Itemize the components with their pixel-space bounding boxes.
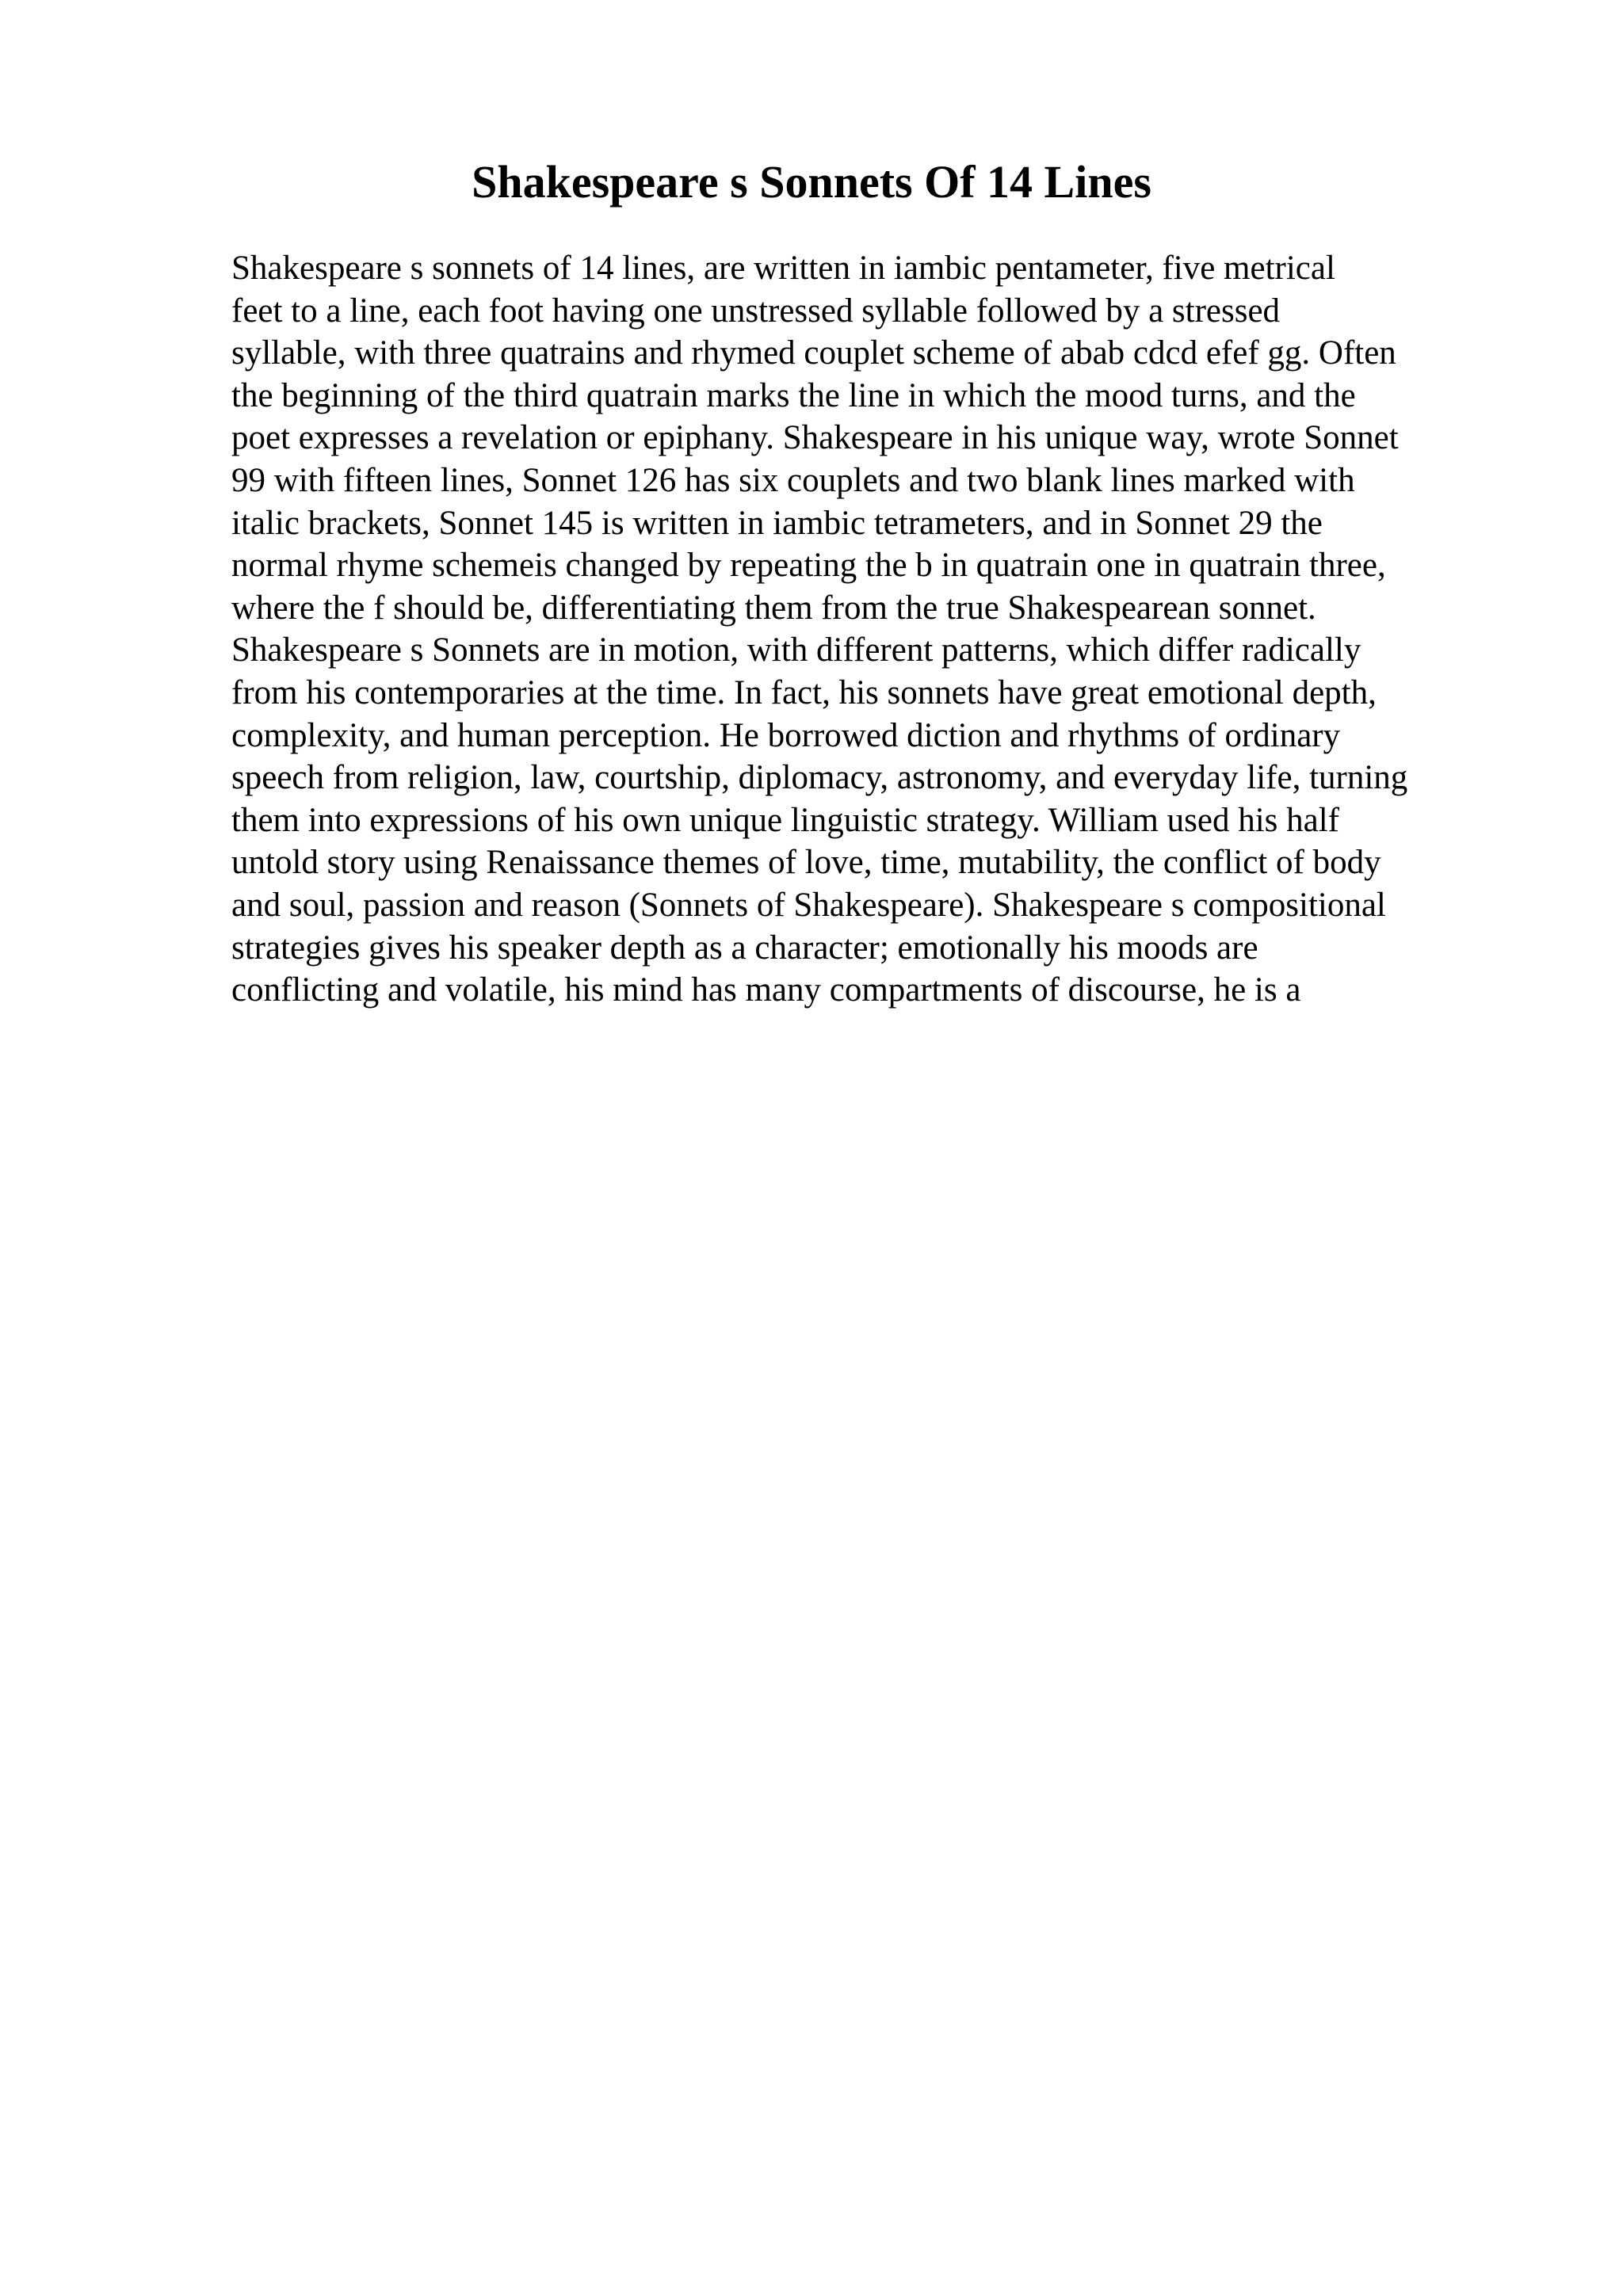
document-title: Shakespeare s Sonnets Of 14 Lines — [472, 156, 1151, 208]
document-body — [231, 247, 1594, 1012]
body-line: Shakespeare s sonnets of 14 lines, are written in iambic pentameter, five metrical — [231, 250, 1335, 287]
body-line: poet expresses a revelation or epiphany. Shakespeare in his unique way, wrote Sonnet — [231, 419, 1399, 457]
body-line: italic brackets, Sonnet 145 is written in iambic tetrameters, and in Sonnet 29 the — [231, 504, 1323, 542]
body-line: conflicting and volatile, his mind has many compartments of discourse, he is a — [231, 971, 1301, 1009]
body-line: feet to a line, each foot having one unstressed syllable followed by a stressed — [231, 292, 1281, 330]
body-line: 99 with fifteen lines, Sonnet 126 has six couplets and two blank lines marked with — [231, 461, 1355, 499]
body-line: syllable, with three quatrains and rhymed couplet scheme of abab cdcd efef gg. Often — [231, 334, 1396, 372]
body-line: Shakespeare s Sonnets are in motion, with different patterns, which differ radically — [231, 631, 1361, 669]
body-line: the beginning of the third quatrain marks the line in which the mood turns, and the — [231, 376, 1356, 414]
body-line: normal rhyme schemeis changed by repeating the b in quatrain one in quatrain three, — [231, 547, 1386, 585]
body-line: strategies gives his speaker depth as a character; emotionally his moods are — [231, 929, 1258, 967]
body-line: from his contemporaries at the time. In fact, his sonnets have great emotional depth, — [231, 673, 1377, 711]
body-line: untold story using Renaissance themes of love, time, mutability, the conflict of body — [231, 844, 1381, 882]
body-line: them into expressions of his own unique linguistic strategy. William used his half — [231, 801, 1339, 839]
body-line: where the f should be, differentiating them from the true Shakespearean sonnet. — [231, 589, 1316, 627]
body-line: and soul, passion and reason (Sonnets of Shakespeare). Shakespeare s compositional — [231, 886, 1386, 924]
body-line: speech from religion, law, courtship, diplomacy, astronomy, and everyday life, turning — [231, 759, 1408, 797]
body-line: complexity, and human perception. He borrowed diction and rhythms of ordinary — [231, 716, 1341, 754]
